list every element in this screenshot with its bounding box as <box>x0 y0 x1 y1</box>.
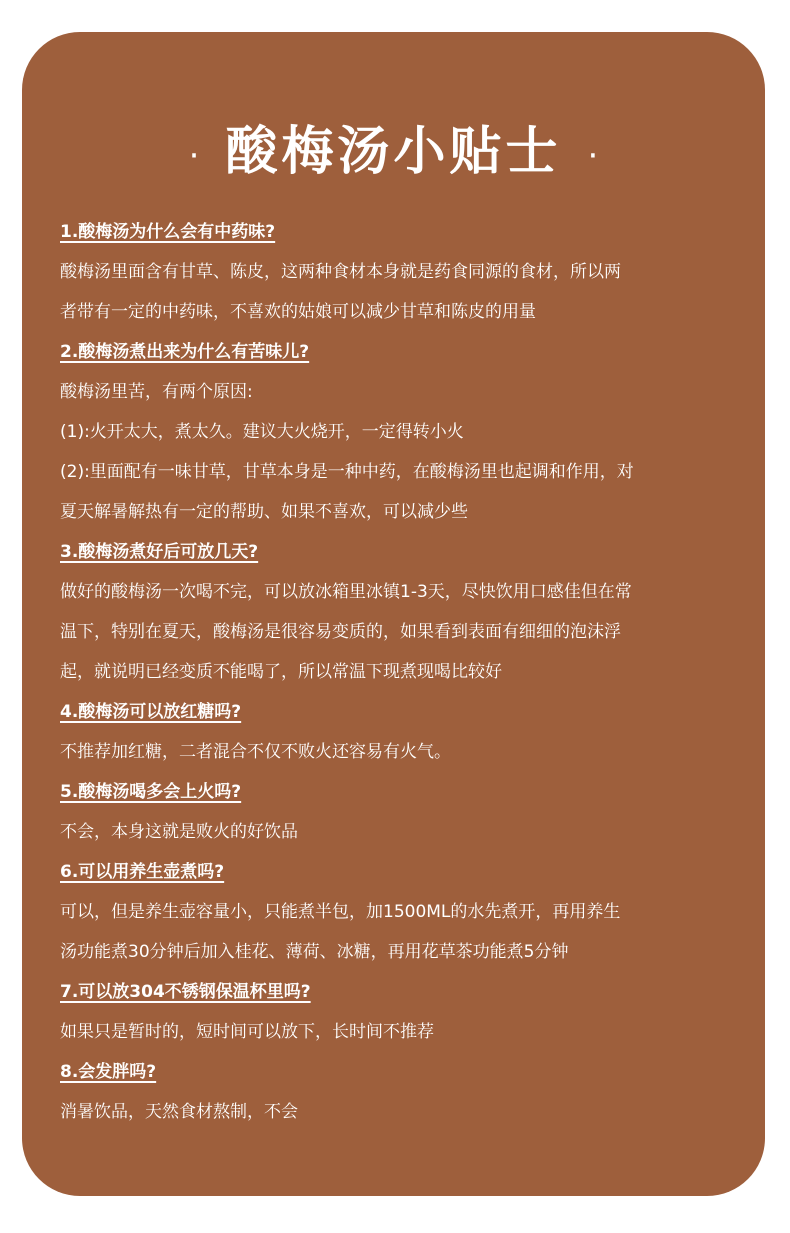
answer-line: 温下，特别在夏天，酸梅汤是很容易变质的，如果看到表面有细细的泡沫浮 <box>60 622 621 642</box>
tips-list <box>60 212 750 1132</box>
answer-line: 酸梅汤里面含有甘草、陈皮，这两种食材本身就是药食同源的食材，所以两 <box>60 262 621 282</box>
answer-line: 起，就说明已经变质不能喝了，所以常温下现煮现喝比较好 <box>60 662 502 682</box>
question-3: 3.酸梅汤煮好后可放几天? <box>60 542 259 562</box>
answer-line: (1):火开太大，煮太久。建议大火烧开，一定得转小火 <box>60 422 464 442</box>
page-title: 酸梅汤小贴士 <box>225 121 562 182</box>
title-row <box>22 114 765 190</box>
answer-line: 者带有一定的中药味，不喜欢的姑娘可以减少甘草和陈皮的用量 <box>60 302 536 322</box>
question-8: 8.会发胖吗? <box>60 1062 157 1082</box>
question-7: 7.可以放304不锈钢保温杯里吗? <box>60 982 311 1002</box>
answer-line: 夏天解暑解热有一定的帮助、如果不喜欢，可以减少些 <box>60 502 468 522</box>
answer-line: 消暑饮品，天然食材熬制，不会 <box>60 1102 298 1122</box>
answer-line: 不推荐加红糖，二者混合不仅不败火还容易有火气。 <box>60 742 451 762</box>
question-4: 4.酸梅汤可以放红糖吗? <box>60 702 242 722</box>
title-dot-right: · <box>587 136 599 176</box>
answer-line: 可以，但是养生壶容量小，只能煮半包，加1500ML的水先煮开，再用养生 <box>60 902 621 922</box>
answer-line: (2):里面配有一味甘草，甘草本身是一种中药，在酸梅汤里也起调和作用，对 <box>60 462 634 482</box>
answer-line: 做好的酸梅汤一次喝不完，可以放冰箱里冰镇1-3天，尽快饮用口感佳但在常 <box>60 582 632 602</box>
question-2: 2.酸梅汤煮出来为什么有苦味儿? <box>60 342 310 362</box>
question-1: 1.酸梅汤为什么会有中药味? <box>60 222 276 242</box>
answer-line: 酸梅汤里苦，有两个原因: <box>60 382 253 402</box>
question-6: 6.可以用养生壶煮吗? <box>60 862 225 882</box>
answer-line: 不会，本身这就是败火的好饮品 <box>60 822 298 842</box>
answer-line: 汤功能煮30分钟后加入桂花、薄荷、冰糖，再用花草茶功能煮5分钟 <box>60 942 569 962</box>
title-dot-left: · <box>188 136 200 176</box>
question-5: 5.酸梅汤喝多会上火吗? <box>60 782 242 802</box>
answer-line: 如果只是暂时的，短时间可以放下，长时间不推荐 <box>60 1022 434 1042</box>
